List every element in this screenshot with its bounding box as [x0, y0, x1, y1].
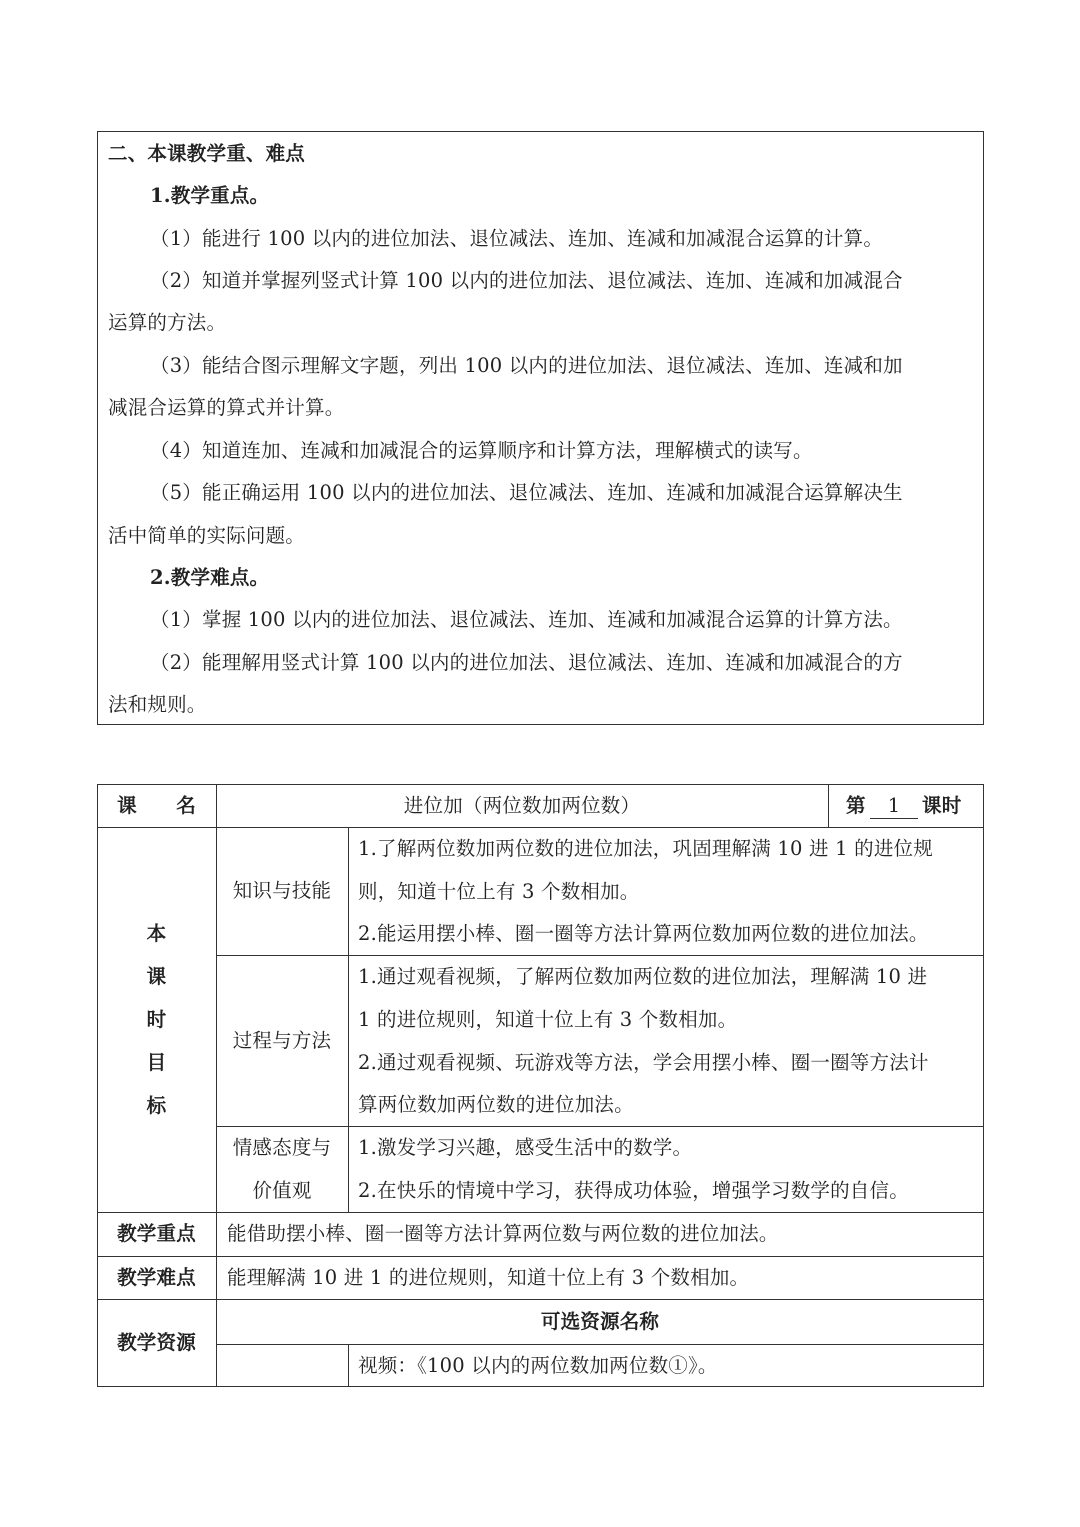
key-point-line: 运算的方法。	[108, 311, 227, 334]
key-points-heading: 1.教学重点。	[150, 184, 270, 207]
table-rule	[97, 827, 984, 828]
goals-label-char: 时	[146, 1008, 167, 1031]
emotion-label: 价值观	[252, 1179, 312, 1202]
process-line: 算两位数加两位数的进位加法。	[358, 1093, 634, 1116]
table-rule	[97, 1256, 984, 1257]
difficulty-line: （1）掌握 100 以内的进位加法、退位减法、连加、连减和加减混合运算的计算方法。	[150, 608, 903, 631]
section-title: 二、本课教学重、难点	[108, 142, 306, 165]
key-point-line: 减混合运算的算式并计算。	[108, 396, 345, 419]
table-rule	[828, 784, 829, 827]
key-point-line: （2）知道并掌握列竖式计算 100 以内的进位加法、退位减法、连加、连减和加减混合	[150, 269, 903, 292]
goals-label-char: 标	[146, 1094, 167, 1117]
difficulty-label: 教学难点	[117, 1266, 196, 1289]
key-label: 教学重点	[117, 1222, 196, 1245]
key-point-line: （3）能结合图示理解文字题，列出 100 以内的进位加法、退位减法、连加、连减和加	[150, 354, 903, 377]
difficulty-line: （2）能理解用竖式计算 100 以内的进位加法、退位减法、连加、连减和加减混合的方	[150, 651, 903, 674]
period-number: 1	[870, 794, 918, 819]
knowledge-line: 1.了解两位数加两位数的进位加法，巩固理解满 10 进 1 的进位规	[358, 837, 933, 860]
lesson-name-label: 课 名	[117, 794, 196, 817]
process-line: 2.通过观看视频、玩游戏等方法，学会用摆小棒、圈一圈等方法计	[358, 1051, 929, 1074]
knowledge-line: 2.能运用摆小棒、圈一圈等方法计算两位数加两位数的进位加法。	[358, 922, 929, 945]
knowledge-line: 则，知道十位上有 3 个数相加。	[358, 880, 640, 903]
emotion-label: 情感态度与	[232, 1136, 332, 1159]
table-rule	[216, 1126, 984, 1127]
table-rule	[348, 1344, 349, 1387]
difficulty-line: 法和规则。	[108, 693, 207, 716]
table-rule	[97, 1212, 984, 1213]
table-rule	[97, 1299, 984, 1300]
process-line: 1 的进位规则，知道十位上有 3 个数相加。	[358, 1008, 738, 1031]
lesson-table	[97, 784, 984, 1387]
resources-header: 可选资源名称	[540, 1310, 660, 1333]
key-point-line: 活中简单的实际问题。	[108, 524, 306, 547]
table-rule	[216, 784, 217, 1387]
process-label: 过程与方法	[232, 1029, 332, 1052]
key-text: 能借助摆小棒、圈一圈等方法计算两位数与两位数的进位加法。	[227, 1222, 779, 1245]
resources-label: 教学资源	[117, 1331, 196, 1354]
process-line: 1.通过观看视频，了解两位数加两位数的进位加法，理解满 10 进	[358, 965, 928, 988]
difficulty-text: 能理解满 10 进 1 的进位规则，知道十位上有 3 个数相加。	[227, 1266, 750, 1289]
resource-item: 视频：《100 以内的两位数加两位数①》。	[358, 1354, 718, 1377]
knowledge-label: 知识与技能	[232, 879, 332, 902]
key-point-line: （4）知道连加、连减和加减混合的运算顺序和计算方法，理解横式的读写。	[150, 439, 813, 462]
emotion-line: 2.在快乐的情境中学习，获得成功体验，增强学习数学的自信。	[358, 1179, 909, 1202]
period-prefix: 第	[846, 794, 866, 817]
table-rule	[216, 955, 984, 956]
key-point-line: （5）能正确运用 100 以内的进位加法、退位减法、连加、连减和加减混合运算解决生	[150, 481, 903, 504]
table-rule	[216, 1344, 984, 1345]
goals-label-char: 课	[146, 965, 167, 988]
goals-label-char: 本	[146, 922, 167, 945]
lesson-name: 进位加（两位数加两位数）	[403, 794, 641, 817]
key-points-section	[97, 131, 984, 725]
period-suffix: 课时	[922, 794, 962, 817]
difficulties-heading: 2.教学难点。	[150, 566, 270, 589]
table-rule	[348, 827, 349, 1212]
emotion-line: 1.激发学习兴趣，感受生活中的数学。	[358, 1136, 693, 1159]
goals-label-char: 目	[146, 1051, 167, 1074]
key-point-line: （1）能进行 100 以内的进位加法、退位减法、连加、连减和加减混合运算的计算。	[150, 227, 884, 250]
